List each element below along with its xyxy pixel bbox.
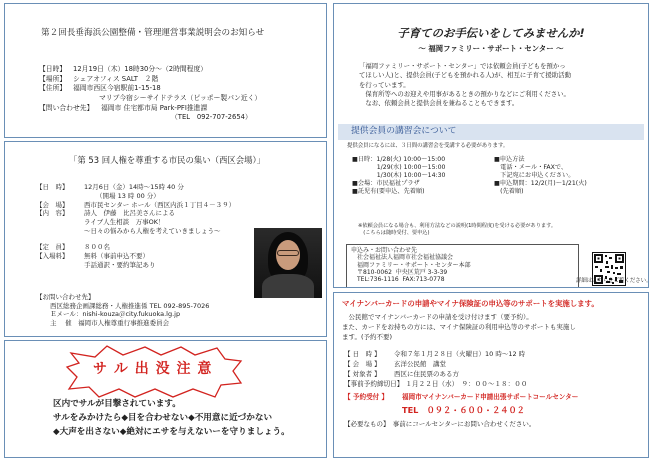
warning-line: ◆大声を出さない◆絶対にエサを与えないーを守りましょう。 xyxy=(53,426,290,437)
intro-text xyxy=(342,313,576,342)
info-row: 【日 時】 12月6日（金）14時～15時 40 分 xyxy=(36,183,184,191)
contact-line: TEL:736-1116 FAX:713-0778 xyxy=(351,276,445,284)
info-row xyxy=(36,236,235,243)
info-row: 手話通訳・要約筆記あり xyxy=(84,260,156,269)
warning-line: サルをみかけたら◆目を合わせない◆不用意に近づかない xyxy=(53,412,273,423)
course-header: 提供会員の講習会について xyxy=(351,126,457,136)
note-line: ※依頼会員になる場合も、利用方法などの説明(1時間程度)を受ける必要があります。 xyxy=(358,223,557,229)
reservation-center: 福岡市マイナンバーカード申請出張サポートコールセンター xyxy=(402,393,579,401)
schedule-line: ■会場：市民福祉プラザ xyxy=(352,180,420,188)
reservation-tel[interactable]: TEL ０９２・６００・２４０２ xyxy=(402,405,525,415)
apply-line: ■申込期間：12/2(月)～1/21(火) xyxy=(494,180,587,188)
intro-line: を行っています。 xyxy=(359,80,410,89)
intro-line: なお、依頼会員と提供会員を兼ねることもできます。 xyxy=(359,99,519,108)
panel-title: マイナンバーカードの申請やマイナ保険証の申込等のサポートを実施します。 xyxy=(342,299,599,308)
course-notes xyxy=(358,223,556,238)
qr-caption: 詳細はこちらをご覧ください。 xyxy=(576,278,652,284)
photo-glasses xyxy=(277,250,299,256)
info-row: 【場所】 シェアオフィス SALT ２階 xyxy=(39,74,159,83)
panel-title: 「第 53 回人権を尊重する市民の集い（西区会場）」 xyxy=(69,155,266,165)
reservation-row xyxy=(344,393,578,402)
info-row: ～日々の悩みから人権を考えていきましょう～ xyxy=(84,227,221,236)
contact-block xyxy=(36,293,209,328)
notice-mynumber-support xyxy=(333,292,649,458)
apply-line: ■申込方法 xyxy=(494,156,525,163)
apply-line: 電話・メール・FAXで、 xyxy=(494,164,568,172)
info-row: マリブ今宿シーサイドテラス（ピッポー製パン近く） xyxy=(99,93,262,102)
info-row: 【定 員】 ８００名 xyxy=(36,242,110,251)
speaker-photo xyxy=(254,228,322,298)
info-row: 【会 場】 西市民センター ホール（西区内浜１丁目４－３９） xyxy=(36,200,236,209)
reservation-deadline: 【事前予約締切日】 １月２２日（水） ９：００～１８：００ xyxy=(344,380,528,388)
notice-monkey-warning xyxy=(4,340,327,458)
photo-shoulders xyxy=(262,274,314,298)
info-rows xyxy=(36,183,235,269)
info-row: 【 会 場 】 玄洋公民館 講堂 xyxy=(344,360,446,369)
notice-human-rights-event xyxy=(4,141,327,337)
notice-park-briefing xyxy=(4,3,327,138)
panel-subtitle: ～ 福岡ファミリー・サポート・センター ～ xyxy=(418,44,564,53)
info-row: 【 対象者 】 西区に住民票のある方 xyxy=(344,370,459,379)
info-row: 【内 容】 詩人 伊藤 比呂美さんによる xyxy=(36,209,175,218)
apply-line: 下記宛にお申込ください。 xyxy=(494,172,575,180)
info-row: ライブ人生相談 万事OK！ xyxy=(84,218,165,227)
course-note: 提供会員になるには、３日間の講習会を受講する必要があります。 xyxy=(347,143,509,149)
info-row: 【入場料】 無料（事前申込不要） xyxy=(36,251,149,260)
intro-line: 「福岡ファミリー・サポート・センター」では依頼会員(子どもを預かっ xyxy=(359,62,566,70)
contact-line: 西区総務企画課総務・人権推進係 TEL 092-895-7026 xyxy=(50,301,210,310)
schedule-line: 1/29(水) 10:00～15:00 xyxy=(352,164,446,172)
intro-line: 保育所等へのお迎えや用事があるときの預かりなどにご利用ください。 xyxy=(359,90,570,99)
contact-line: 申込み・お問い合わせ先 xyxy=(351,247,418,254)
info-row: 【問い合わせ先】 福岡市 住宅都市局 Park-PFI推進課 xyxy=(39,103,208,112)
notice-family-support xyxy=(333,3,652,288)
warning-lines xyxy=(53,398,290,439)
info-rows xyxy=(39,65,261,123)
contact-line: 〒810-0062 中央区荒戸 3-3-39 xyxy=(351,268,448,276)
apply-line: (先着順) xyxy=(494,188,524,196)
intro-text xyxy=(359,62,571,109)
intro-line: てほしい人)と、提供会員(子どもを預かれる人)が、相互に子育て援助活動 xyxy=(359,71,571,80)
intro-line: 公民館でマイナンバーカードの申請を受け付けます（要予約）。 xyxy=(342,313,533,321)
reservation-label: 【 予約受付 】 xyxy=(344,393,389,401)
contact-organizer: 主 催 福岡市人権尊重行事推進委員会 xyxy=(50,319,170,328)
warning-line: 区内でサルが目撃されています。 xyxy=(53,399,181,409)
schedule xyxy=(352,156,445,196)
contact-box xyxy=(346,244,579,288)
info-row: 【日時】 12月19日（木）18時30分～（2時間程度） xyxy=(39,65,208,73)
info-rows xyxy=(344,349,525,379)
info-row: （開場 13 時 00 分） xyxy=(96,191,160,200)
required-items: 【必要なもの】 事前にコールセンターにお問い合わせください。 xyxy=(344,420,536,428)
intro-line: また、カードをお持ちの方には、マイナ保険証の利用申込等のサポートも実施し xyxy=(342,322,576,331)
panel-title: 第２回長垂海浜公園整備・管理運営事業説明会のお知らせ xyxy=(41,28,265,38)
contact-email: Ｅメール：nishi-kouza＠city.fukuoka.lg.jp xyxy=(50,310,181,319)
schedule-line: ■託児有(要申込、先着順) xyxy=(352,188,425,196)
contact-title: 【お問い合わせ先】 xyxy=(36,293,95,301)
contact-line: 社会福祉法人福岡市社会福祉協議会 xyxy=(351,254,454,262)
info-row: 【 日 時 】 令和７年１月２８日（火曜日）10 時～12 時 xyxy=(344,350,526,358)
intro-line: ます。(予約不要) xyxy=(342,332,393,341)
panel-title: 子育てのお手伝いをしてみませんか! xyxy=(397,26,585,40)
schedule-line: ■日時：1/28(火) 10:00～15:00 xyxy=(352,156,446,163)
note-line: (こちらは随時受付、要申込) xyxy=(358,230,430,237)
apply-method xyxy=(494,156,587,196)
info-row: 【住所】 福岡市西区今宿駅前1-15-18 xyxy=(39,84,161,93)
info-row: （TEL 092-707-2654） xyxy=(171,113,252,122)
course-header-bar xyxy=(338,124,644,140)
schedule-line: 1/30(木) 10:00～14:30 xyxy=(352,172,446,180)
contact-line: 福岡ファミリー・サポート・センター本部 xyxy=(351,261,471,269)
banner-text: サ ル 出 没 注 意 xyxy=(93,361,213,377)
